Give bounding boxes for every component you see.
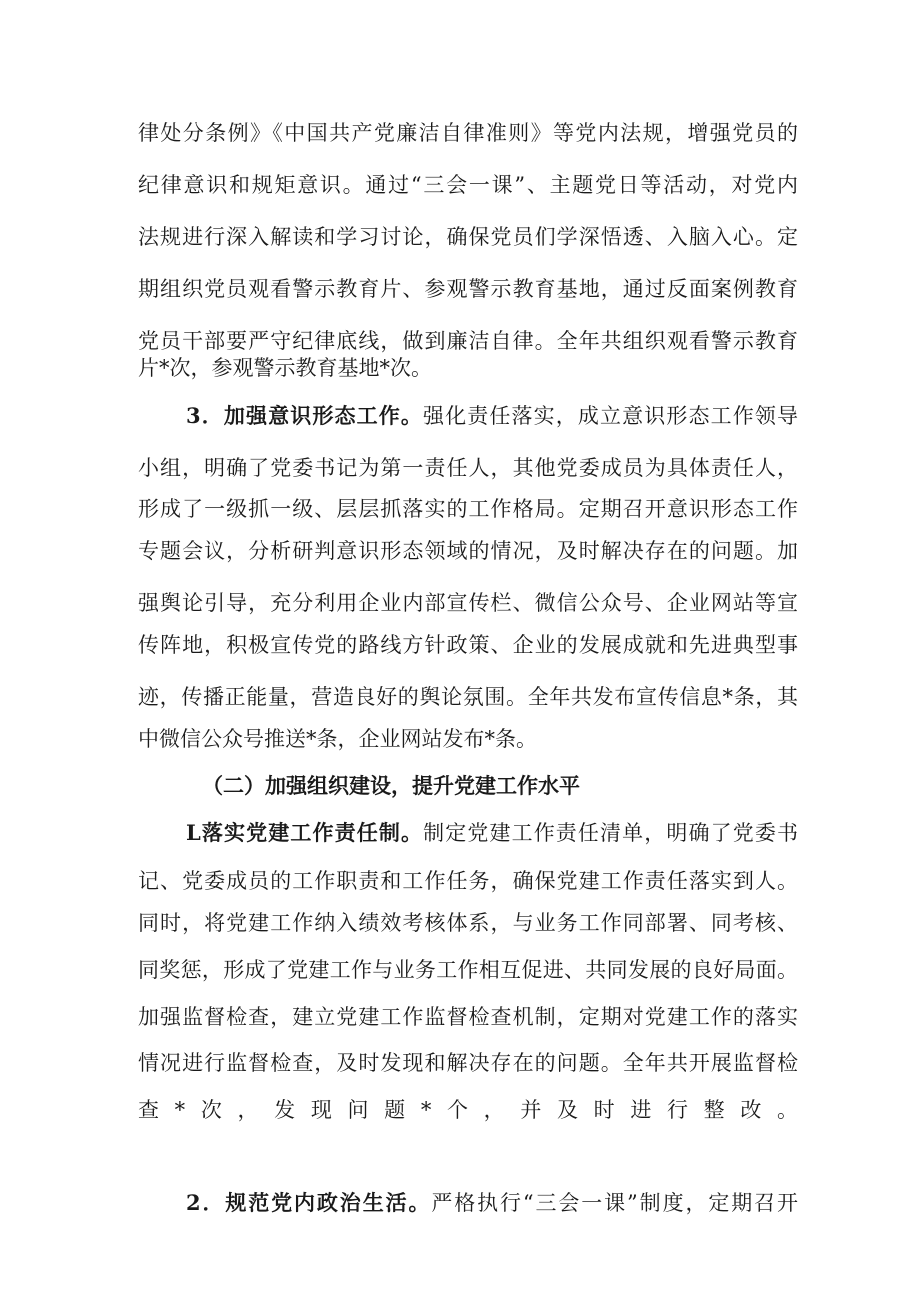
section-heading: （二）加强组织建设，提升党建工作水平 — [202, 773, 580, 798]
paragraph-2-line-2: 小组，明确了党委书记为第一责任人，其他党委成员为具体责任人， — [138, 456, 798, 480]
paragraph-2-line-6: 传阵地，积极宣传党的路线方针政策、企业的发展成就和先进典型事 — [138, 633, 798, 657]
paragraph-2-line-8: 中微信公众号推送*条，企业网站发布*条。 — [138, 727, 537, 751]
paragraph-3-line-2: 记、党委成员的工作职责和工作任务，确保党建工作责任落实到人。 — [138, 869, 798, 893]
paragraph-3-line-3: 同时，将党建工作纳入绩效考核体系，与业务工作同部署、同考核、 — [138, 911, 798, 935]
paragraph-2-line-1 — [186, 401, 798, 431]
paragraph-3-line-6: 情况进行监督检查，及时发现和解决存在的问题。全年共开展监督检 — [138, 1051, 798, 1075]
paragraph-3-line-1 — [186, 818, 798, 848]
paragraph-2-lead-rest: 强化责任落实，成立意识形态工作领导 — [423, 404, 798, 428]
paragraph-3-lead-rest: 制定党建工作责任清单，明确了党委书 — [423, 821, 799, 845]
paragraph-4-lead: 2．规范党内政治生活。 — [186, 1190, 432, 1215]
paragraph-3-lead: L落实党建工作责任制。 — [186, 820, 424, 845]
paragraph-4-lead-rest: 严格执行“三会一课”制度，定期召开 — [431, 1191, 798, 1215]
paragraph-4-line-1 — [186, 1188, 798, 1218]
paragraph-2-line-3: 形成了一级抓一级、层层抓落实的工作格局。定期召开意识形态工作 — [138, 497, 798, 521]
paragraph-3-line-8 — [138, 1138, 798, 1168]
paragraph-1-line-5: 党员干部要严守纪律底线，做到廉洁自律。全年共组织观看警示教育 — [138, 329, 798, 353]
paragraph-3-line-5: 加强监督检查，建立党建工作监督检查机制，定期对党建工作的落实 — [138, 1005, 798, 1029]
paragraph-2-line-5: 强舆论引导，充分利用企业内部宣传栏、微信公众号、企业网站等宣 — [138, 591, 798, 615]
paragraph-1-line-6: 片*次，参观警示教育基地*次。 — [138, 356, 432, 380]
paragraph-3-line-7: 查*次，发现问题*个，并及时进行整改。 — [138, 1098, 798, 1122]
paragraph-1-line-3: 法规进行深入解读和学习讨论，确保党员们学深悟透、入脑入心。定 — [138, 225, 798, 249]
paragraph-2-line-7: 迹，传播正能量，营造良好的舆论氛围。全年共发布宣传信息*条，其 — [138, 685, 798, 709]
paragraph-1-line-4: 期组织党员观看警示教育片、参观警示教育基地，通过反面案例教育 — [138, 277, 798, 301]
paragraph-3-line-4: 同奖惩，形成了党建工作与业务工作相互促进、共同发展的良好局面。 — [138, 958, 798, 982]
paragraph-1-line-1: 律处分条例》《中国共产党廉洁自律准则》等党内法规，增强党员的 — [138, 121, 798, 145]
paragraph-2-lead: 3．加强意识形态工作。 — [186, 403, 423, 428]
paragraph-1-line-2: 纪律意识和规矩意识。通过“三会一课”、主题党日等活动，对党内 — [138, 173, 798, 197]
paragraph-2-line-4: 专题会议，分析研判意识形态领域的情况，及时解决存在的问题。加 — [138, 539, 798, 563]
